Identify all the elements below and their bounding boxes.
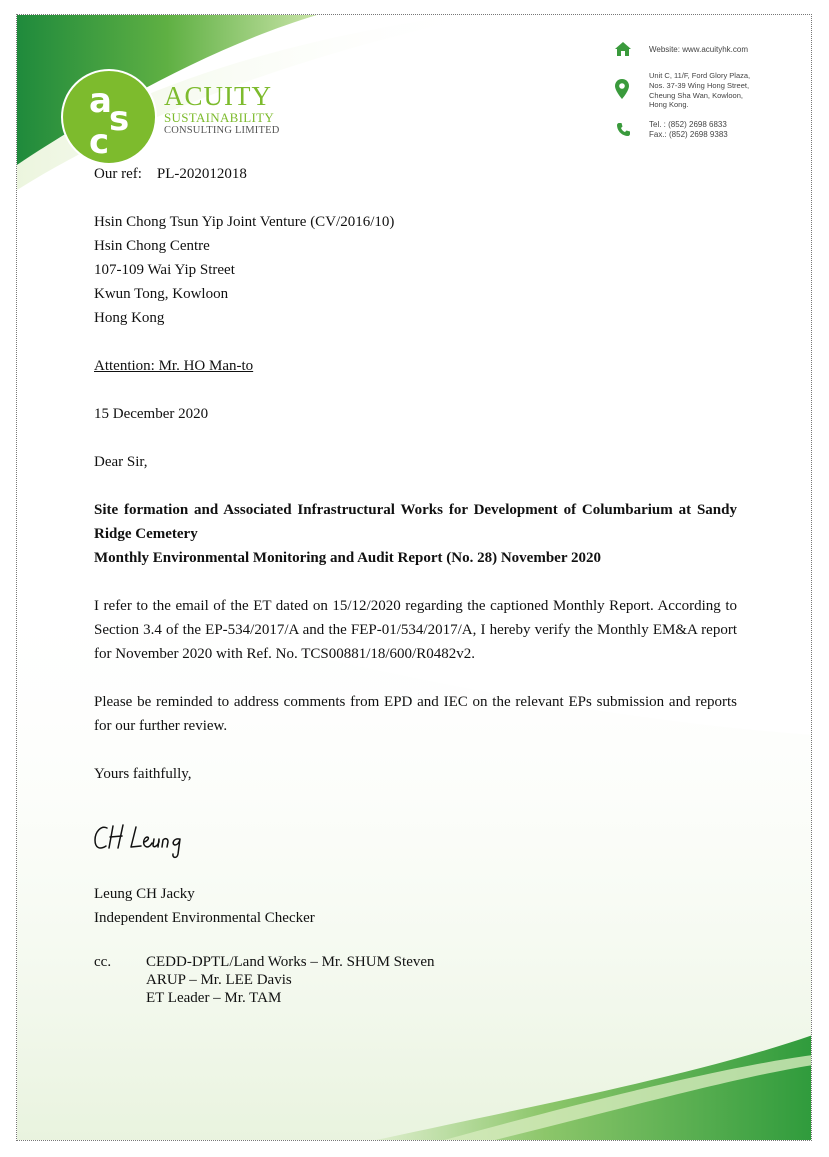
phone-fax bbox=[649, 120, 728, 141]
subject-title: Site formation and Associated Infrastructural Works for Development of Columbarium at Sandy Ridge Cemetery bbox=[94, 502, 737, 542]
recipient-address bbox=[94, 210, 394, 330]
subject-report: Monthly Environmental Monitoring and Audit Report (No. 28) November 2020 bbox=[94, 550, 601, 566]
recipient-line: Hsin Chong Centre bbox=[94, 238, 210, 254]
cc-list bbox=[146, 953, 435, 1007]
cc-label: cc. bbox=[94, 954, 112, 970]
brand-subtitle: SUSTAINABILITY bbox=[164, 110, 275, 125]
signer-title: Independent Environmental Checker bbox=[94, 910, 315, 926]
letter-date: 15 December 2020 bbox=[94, 406, 209, 422]
location-pin-icon bbox=[615, 79, 629, 99]
cc-recipient: ET Leader – Mr. TAM bbox=[146, 990, 282, 1006]
fax: Fax.: (852) 2698 9383 bbox=[649, 130, 728, 140]
cc-recipient: ARUP – Mr. LEE Davis bbox=[146, 972, 292, 988]
address-block bbox=[649, 71, 750, 110]
website: Website: www.acuityhk.com bbox=[649, 45, 748, 54]
our-ref-label: Our ref: bbox=[94, 166, 142, 182]
company-logo bbox=[59, 67, 159, 167]
address-line: Cheung Sha Wan, Kowloon, bbox=[649, 90, 743, 100]
recipient-line: Hong Kong bbox=[94, 310, 165, 326]
recipient-line: Hsin Chong Tsun Yip Joint Venture (CV/2016/10) bbox=[94, 214, 395, 230]
closing: Yours faithfully, bbox=[94, 766, 192, 782]
address-line: Hong Kong. bbox=[649, 100, 689, 110]
home-icon bbox=[614, 41, 632, 57]
signer-name: Leung CH Jacky bbox=[94, 886, 195, 902]
attention-line: Attention: Mr. HO Man-to bbox=[94, 358, 254, 374]
salutation: Dear Sir, bbox=[94, 454, 148, 470]
paragraph-verification: I refer to the email of the ET dated on 15/12/2020 regarding the captioned Monthly Report. According to Section 3.4 of the EP-534/2017/A and the FEP-01/534/2017/A, I hereby verify the Monthly EM&A report for November 2020 with Ref. No. TCS00881/18/600/R0482v2. bbox=[94, 598, 737, 662]
svg-text:c: c bbox=[89, 122, 110, 162]
telephone: Tel. : (852) 2698 6833 bbox=[649, 120, 727, 129]
recipient-line: Kwun Tong, Kowloon bbox=[94, 286, 229, 302]
brand-wordmark bbox=[164, 83, 280, 137]
handwritten-signature bbox=[91, 820, 191, 862]
svg-text:a: a bbox=[89, 81, 112, 121]
our-reference bbox=[94, 162, 247, 186]
svg-text:s: s bbox=[109, 99, 130, 139]
address-line: Nos. 37-39 Wing Hong Street, bbox=[649, 80, 750, 90]
brand-tagline: CONSULTING LIMITED bbox=[164, 125, 280, 136]
phone-icon bbox=[616, 122, 631, 137]
address-line: Unit C, 11/F, Ford Glory Plaza, bbox=[649, 71, 751, 80]
cc-recipient: CEDD-DPTL/Land Works – Mr. SHUM Steven bbox=[146, 954, 435, 970]
letter-page bbox=[16, 14, 812, 1141]
our-ref-value: PL-202012018 bbox=[156, 166, 247, 182]
recipient-line: 107-109 Wai Yip Street bbox=[94, 262, 235, 278]
brand-name: ACUITY bbox=[164, 81, 272, 111]
signer-block bbox=[94, 882, 315, 930]
paragraph-reminder: Please be reminded to address comments from EPD and IEC on the relevant EPs submission and reports for our further review. bbox=[94, 694, 737, 734]
